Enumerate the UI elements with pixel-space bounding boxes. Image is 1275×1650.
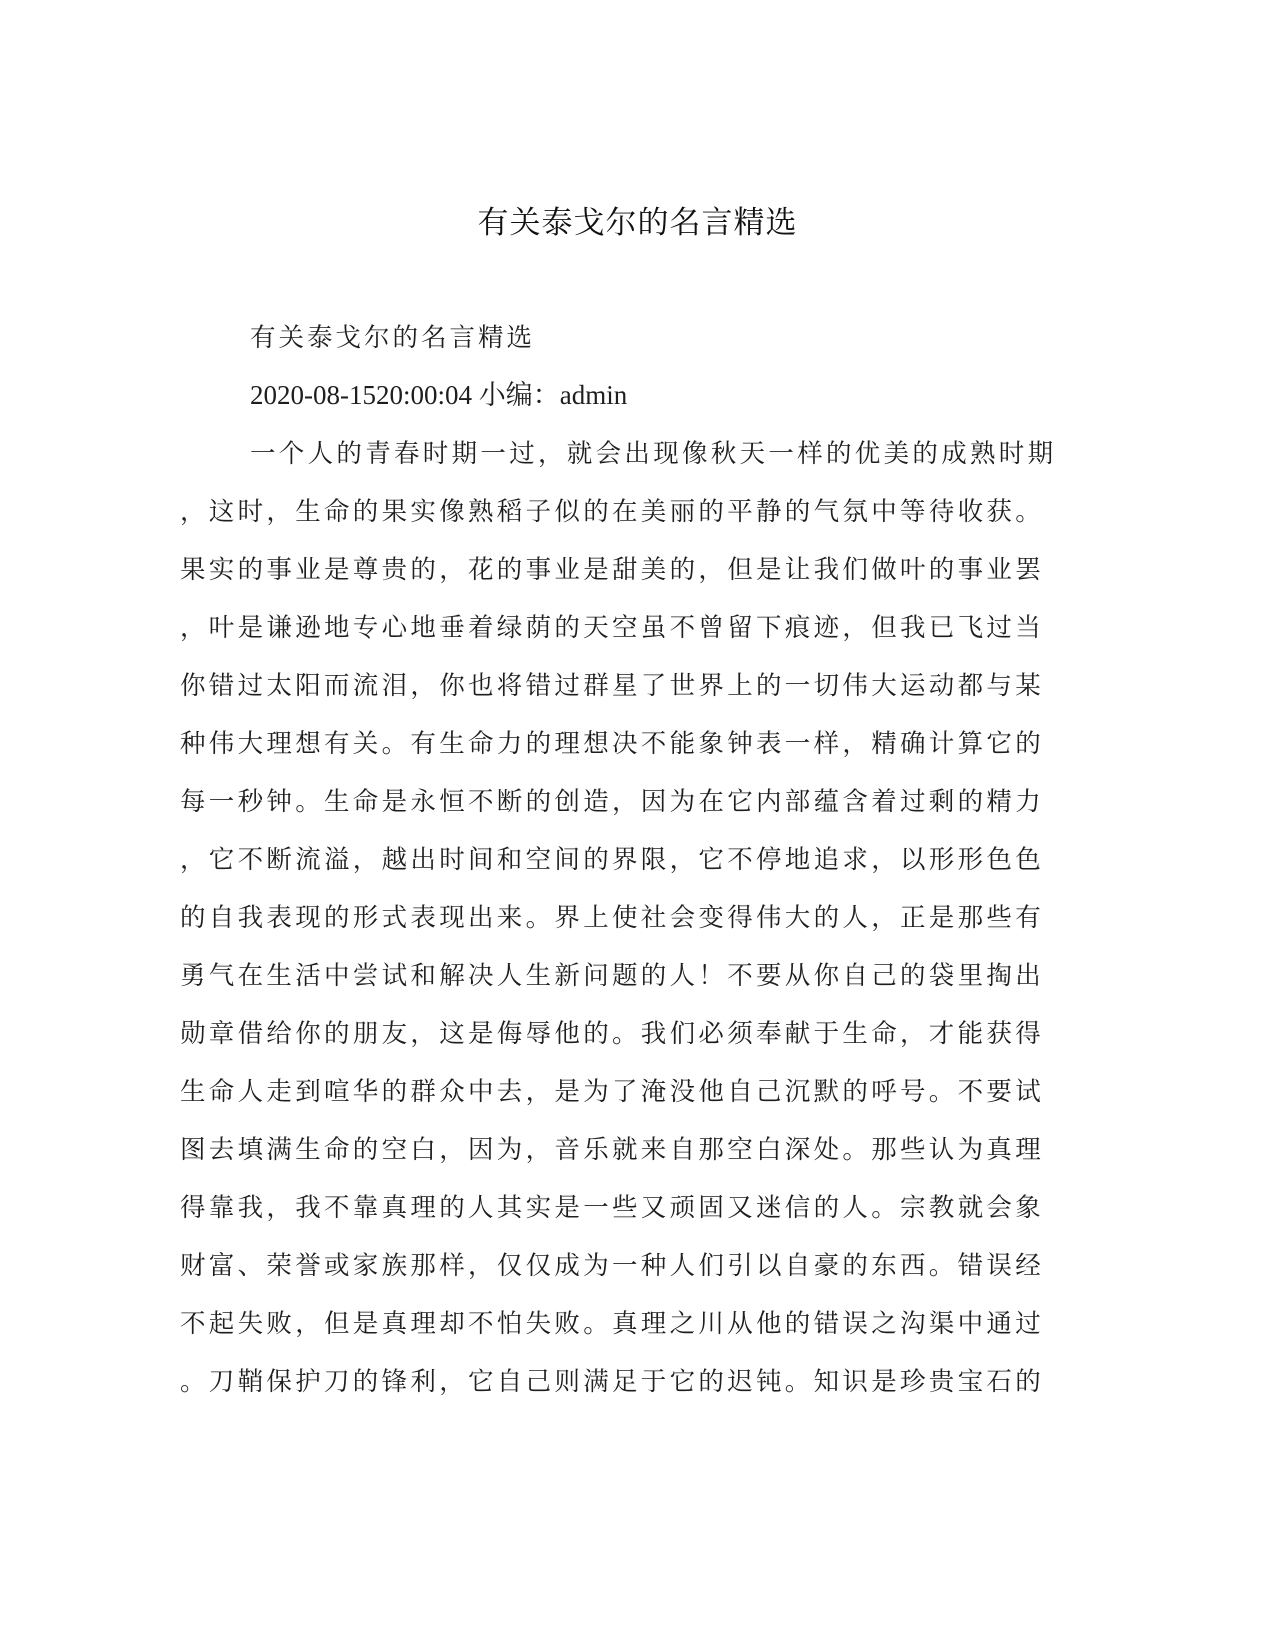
body-line: 财富、荣誉或家族那样，仅仅成为一种人们引以自豪的东西。错误经 [180,1251,1045,1281]
body-line: 种伟大理想有关。有生命力的理想决不能象钟表一样，精确计算它的 [180,729,1045,759]
body-line: 你错过太阳而流泪，你也将错过群星了世界上的一切伟大运动都与某 [180,671,1045,701]
article-subtitle: 有关泰戈尔的名言精选 [250,323,536,353]
body-line: 果实的事业是尊贵的，花的事业是甜美的，但是让我们做叶的事业罢 [180,555,1045,585]
body-line: 不起失败，但是真理却不怕失败。真理之川从他的错误之沟渠中通过 [180,1309,1045,1339]
body-line: 勋章借给你的朋友，这是侮辱他的。我们必须奉献于生命，才能获得 [180,1019,1045,1049]
body-line: 每一秒钟。生命是永恒不断的创造，因为在它内部蕴含着过剩的精力 [180,787,1045,817]
body-line: 勇气在生活中尝试和解决人生新问题的人！不要从你自己的袋里掏出 [180,961,1045,991]
body-line: ，这时，生命的果实像熟稻子似的在美丽的平静的气氛中等待收获。 [180,497,1045,527]
article-body [180,425,1057,1411]
body-line: 生命人走到喧华的群众中去，是为了淹没他自己沉默的呼号。不要试 [180,1077,1045,1107]
body-line: ，叶是谦逊地专心地垂着绿荫的天空虽不曾留下痕迹，但我已飞过当 [180,613,1045,643]
body-line: 图去填满生命的空白，因为，音乐就来自那空白深处。那些认为真理 [180,1135,1045,1165]
body-line: 一个人的青春时期一过，就会出现像秋天一样的优美的成熟时期 [250,439,1057,469]
body-line: ，它不断流溢，越出时间和空间的界限，它不停地追求，以形形色色 [180,845,1045,875]
body-line: 。刀鞘保护刀的锋利，它自己则满足于它的迟钝。知识是珍贵宝石的 [180,1367,1045,1397]
page-title: 有关泰戈尔的名言精选 [477,205,798,241]
article-meta: 2020-08-1520:00:04 小编：admin [250,380,628,410]
body-line: 的自我表现的形式表现出来。界上使社会变得伟大的人，正是那些有 [180,903,1045,933]
body-line: 得靠我，我不靠真理的人其实是一些又顽固又迷信的人。宗教就会象 [180,1193,1045,1223]
